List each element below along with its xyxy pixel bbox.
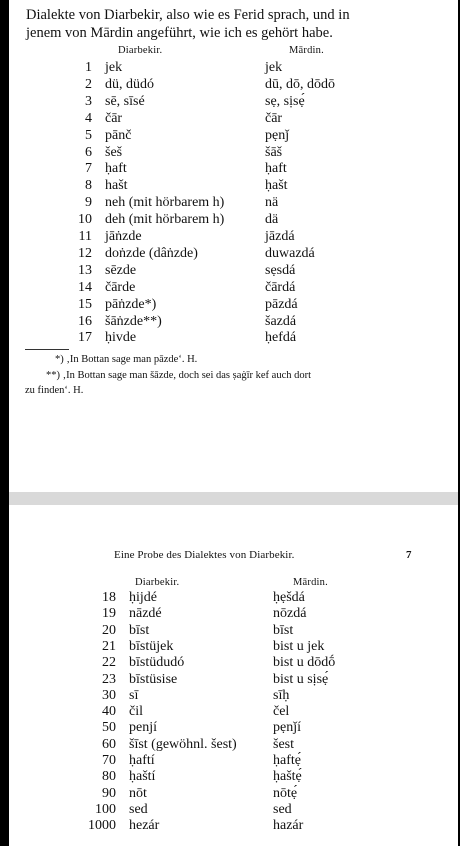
diarbekir-form: pānč [105,127,132,143]
mardin-form: dä [265,212,279,228]
numeral-number: 16 [78,313,92,329]
numeral-number: 100 [95,801,116,817]
column-header-diarbekir: Diarbekir. [135,577,180,588]
table-row [9,246,458,263]
table-row [9,77,458,94]
numeral-number: 1 [85,60,92,75]
diarbekir-form: ḥivde [105,330,137,346]
table-row [9,195,458,212]
numeral-number: 8 [85,178,92,194]
running-head: Eine Probe des Dialektes von Diarbekir. [114,549,295,561]
footnote-rule [25,349,69,350]
top-page [9,0,458,492]
table-row [9,280,458,297]
numeral-number: 80 [102,769,116,785]
mardin-form: ḥašt [265,178,288,194]
numeral-number: 11 [78,229,92,244]
table-row [9,161,458,178]
mardin-form: dū, dō, dōdō [265,76,335,92]
table-row [9,769,458,786]
mardin-form: sẹ, sịsẹ́ [265,93,305,109]
numeral-number: 23 [102,671,116,687]
mardin-form: duwazdá [265,245,315,261]
table-row [9,606,458,623]
mardin-form: ḥẹšdá [273,590,305,605]
intro-line: jenem von Mārdin angeführt, wie ich es gehört habe. [26,25,333,41]
numeral-number: 70 [102,753,116,768]
table-row [9,330,458,347]
mardin-form: pāzdá [265,296,298,312]
diarbekir-form: deh (mit hörbarem h) [105,212,225,228]
diarbekir-form: hezár [129,818,160,834]
numeral-number: 15 [78,296,92,312]
numeral-number: 17 [78,330,92,346]
numeral-number: 4 [85,110,92,126]
diarbekir-form: penjí [129,720,157,736]
numeral-number: 6 [85,144,92,160]
mardin-form: sed [273,801,292,817]
numeral-number: 60 [102,736,116,752]
numeral-number: 22 [102,655,116,671]
diarbekir-form: nāzdé [129,606,162,622]
table-row [9,639,458,656]
table-row [9,753,458,770]
mardin-form: ḥaft [265,161,287,177]
table-row [9,802,458,819]
page-number: 7 [406,549,412,561]
footnote-1: *) ‚In Bottan sage man pāzde‘. H. [55,354,198,365]
diarbekir-form: jek [105,60,123,75]
table-row [9,178,458,195]
diarbekir-form: šeš [105,144,123,160]
table-row [9,314,458,331]
mardin-form: bist u sịsẹ́ [273,671,329,687]
numeral-number: 50 [102,720,116,736]
mardin-form: bist u dōdṓ [273,655,336,671]
numeral-number: 13 [78,262,92,278]
mardin-form: ḥaftẹ́ [273,753,301,768]
mardin-form: jek [265,60,283,75]
column-header-mardin: Mārdin. [293,577,328,588]
diarbekir-form: ḥaftí [129,753,155,768]
mardin-form: ḥefdá [265,330,297,346]
mardin-form: pẹnǰí [273,720,301,736]
column-header-mardin: Mārdin. [289,45,324,56]
mardin-form: ḥaštẹ́ [273,769,302,785]
table-row [9,737,458,754]
diarbekir-form: doṅzde (dâṅzde) [105,245,198,261]
numeral-number: 3 [85,93,92,109]
numeral-number: 19 [102,606,116,622]
numeral-number: 1000 [88,818,116,834]
diarbekir-form: bīstüjek [129,638,174,654]
numeral-number: 90 [102,785,116,801]
diarbekir-form: bīstüdudó [129,655,185,671]
table-row [9,263,458,280]
diarbekir-form: bīstüsise [129,671,178,687]
table-row [9,720,458,737]
column-header-diarbekir: Diarbekir. [118,45,163,56]
numeral-number: 7 [85,161,92,177]
numeral-number: 10 [78,212,92,228]
diarbekir-form: jāṅzde [105,229,142,244]
table-row [9,94,458,111]
table-row [9,229,458,246]
diarbekir-form: čārde [105,279,136,295]
diarbekir-form: pāṅzde*) [105,296,157,312]
numeral-number: 2 [85,76,92,92]
mardin-form: sīḥ [273,687,290,703]
table-row [9,297,458,314]
diarbekir-form: sē, sīsé [105,93,145,109]
mardin-form: bist u jek [273,638,325,654]
diarbekir-form: hašt [105,178,128,194]
diarbekir-form: ḥaští [129,769,156,785]
mardin-form: čel [273,704,290,720]
numeral-number: 18 [102,590,116,605]
numeral-number: 20 [102,622,116,638]
table-row [9,128,458,145]
page-gap [9,492,458,505]
mardin-form: nōzdá [273,606,307,622]
intro-paragraph [26,6,446,42]
footnote-2-continued: zu finden‘. H. [25,385,84,396]
diarbekir-form: sī [129,687,139,703]
mardin-form: hazár [273,818,304,834]
diarbekir-form: čār [105,110,123,126]
mardin-form: jāzdá [265,229,295,244]
numeral-number: 30 [102,687,116,703]
diarbekir-form: šīst (gewöhnl. šest) [129,736,237,752]
diarbekir-form: sēzde [105,262,137,278]
mardin-form: nōtẹ́ [273,785,298,801]
diarbekir-form: čil [129,704,143,720]
diarbekir-form: šāṅzde**) [105,313,162,329]
numeral-number: 12 [78,245,92,261]
numeral-number: 21 [102,638,116,654]
numeral-number: 14 [78,279,92,295]
mardin-form: šāš [265,144,283,160]
mardin-form: bīst [273,622,294,638]
footnote-2: **) ‚In Bottan sage man šāzde, doch sei das ṣaġīr kef auch dort [46,370,312,381]
mardin-form: nä [265,195,279,211]
mardin-form: sẹsdá [265,262,296,278]
diarbekir-form: neh (mit hörbarem h) [105,195,225,211]
mardin-form: šazdá [265,313,297,329]
table-row [9,704,458,721]
mardin-form: čārdá [265,279,296,295]
table-row [9,623,458,640]
table-row [9,590,458,607]
table-row [9,818,458,835]
table-row [9,145,458,162]
table-row [9,688,458,705]
mardin-form: čār [265,110,283,126]
diarbekir-form: bīst [129,622,150,638]
table-row [9,672,458,689]
diarbekir-form: sed [129,801,148,817]
table-row [9,111,458,128]
table-row [9,655,458,672]
numeral-number: 40 [102,704,116,720]
diarbekir-form: ḥaft [105,161,127,177]
table-row [9,212,458,229]
diarbekir-form: dü, düdó [105,76,154,92]
numeral-number: 9 [85,195,92,211]
diarbekir-form: ḥijdé [129,590,157,605]
diarbekir-form: nōt [129,785,147,801]
table-row [9,786,458,803]
mardin-form: šest [273,736,294,752]
mardin-form: pẹnǰ [265,127,290,143]
numeral-number: 5 [85,127,92,143]
table-row [9,60,458,77]
intro-line: Dialekte von Diarbekir, also wie es Ferid sprach, und in [26,7,350,23]
bottom-page [9,505,458,846]
